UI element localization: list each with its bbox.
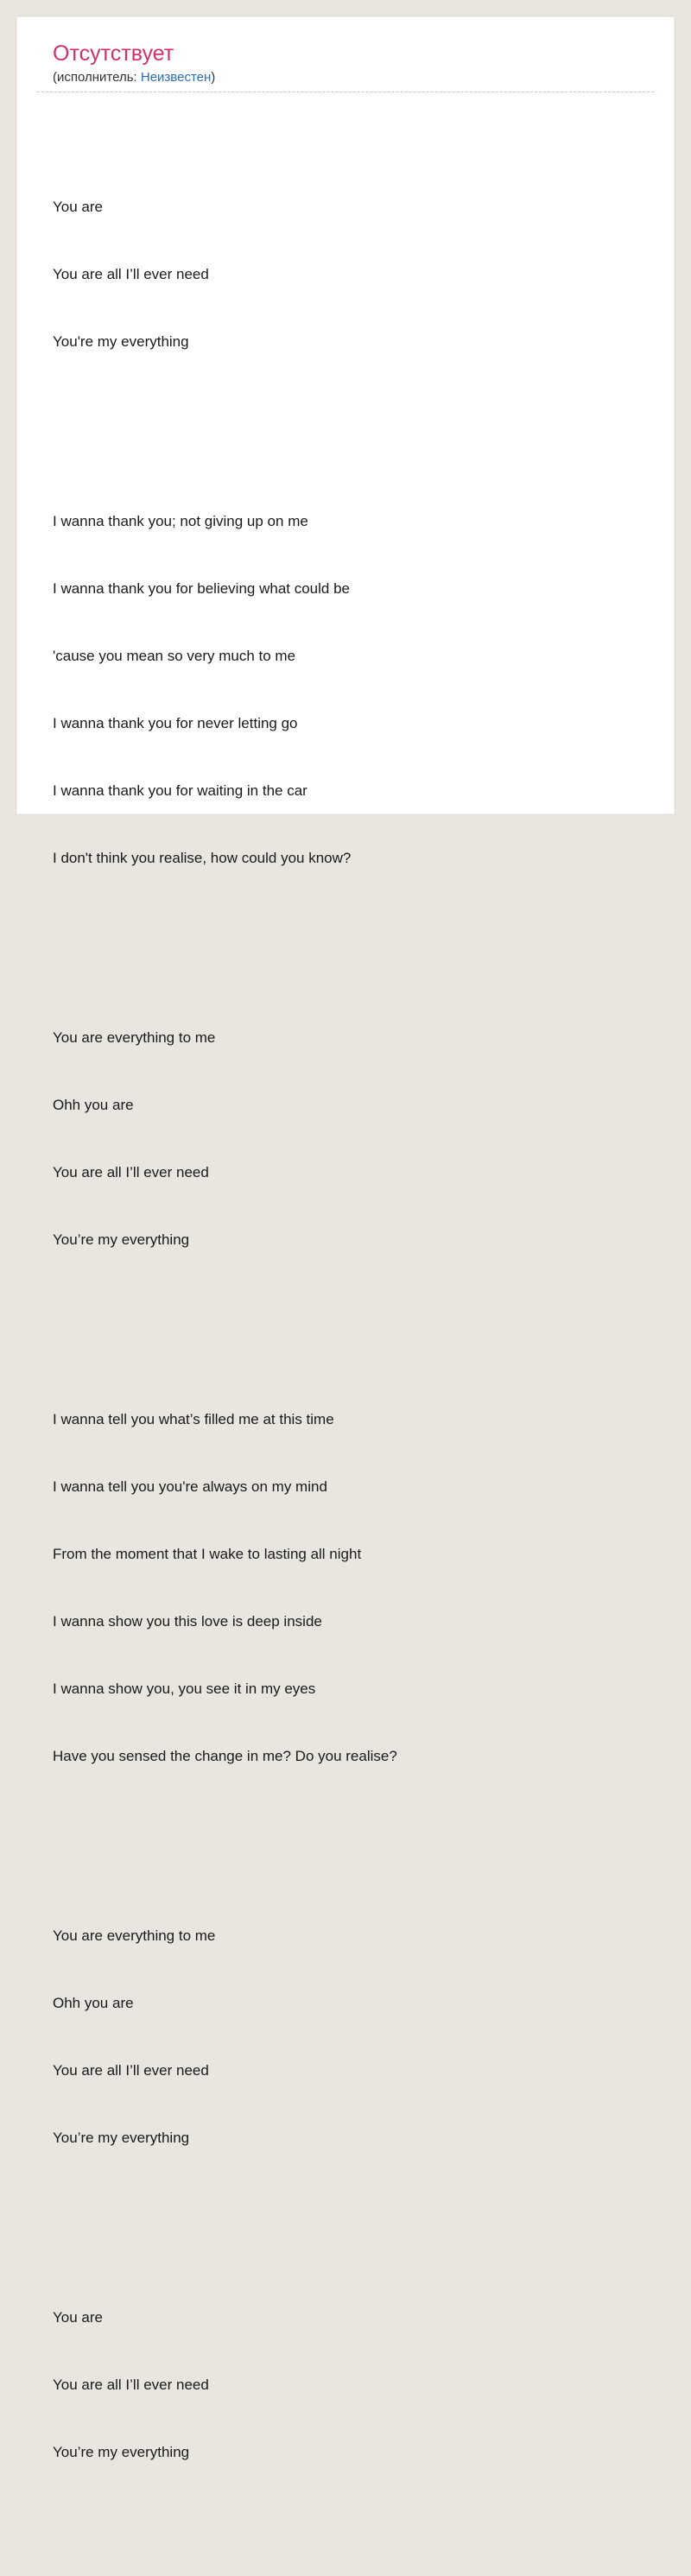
lyrics-line: You are everything to me (53, 1029, 216, 1046)
lyrics-block (53, 1364, 654, 1813)
lyrics-line: You are all I’ll ever need (53, 266, 209, 282)
lyrics-line: 'cause you mean so very much to me (53, 648, 296, 664)
lyrics-line: You’re my everything (53, 2444, 190, 2460)
lyrics-line: Have you sensed the change in me? Do you realise? (53, 1748, 397, 1764)
lyrics-line: I wanna show you, you see it in my eyes (53, 1680, 316, 1697)
lyrics-line: You are (53, 2309, 103, 2326)
lyrics-block (53, 982, 654, 1296)
lyrics-block (53, 2262, 654, 2509)
artist-suffix-label: ) (211, 70, 216, 85)
lyrics-line: I don't think you realise, how could you know? (53, 850, 352, 866)
lyrics-line: You are (53, 199, 103, 215)
lyrics-line: I wanna tell you you're always on my mind (53, 1478, 327, 1495)
lyrics-line: You are everything to me (53, 1927, 216, 1944)
page-title: Отсутствует (53, 41, 174, 66)
lyrics-line: Ohh you are (53, 1995, 134, 2011)
lyrics-block (53, 1880, 654, 2194)
lyrics-line: I wanna thank you for believing what could be (53, 580, 351, 597)
lyrics-line: I wanna tell you what’s filled me at this time (53, 1411, 334, 1427)
lyrics-line: You are all I’ll ever need (53, 2377, 209, 2393)
lyrics-block (53, 151, 654, 398)
lyrics-line: I wanna show you this love is deep inside (53, 1613, 322, 1630)
lyrics-line: You are all I’ll ever need (53, 1164, 209, 1180)
artist-line (37, 70, 654, 92)
lyrics-line: Ohh you are (53, 1097, 134, 1113)
lyrics-line: You are all I’ll ever need (53, 2062, 209, 2079)
lyrics-block (53, 465, 654, 915)
song-page-card (16, 16, 675, 2460)
lyrics-line: I wanna thank you for waiting in the car (53, 782, 307, 799)
lyrics-line: You're my everything (53, 333, 189, 350)
lyrics-body (37, 106, 654, 2576)
lyrics-line: You’re my everything (53, 2130, 190, 2146)
lyrics-line: From the moment that I wake to lasting all night (53, 1546, 362, 1562)
artist-link[interactable]: Неизвестен (140, 70, 212, 85)
artist-prefix-label: (исполнитель: (53, 70, 141, 85)
song-content (16, 16, 675, 2460)
lyrics-line: You’re my everything (53, 1231, 190, 1248)
lyrics-line: I wanna thank you for never letting go (53, 715, 298, 731)
lyrics-line: I wanna thank you; not giving up on me (53, 513, 308, 529)
